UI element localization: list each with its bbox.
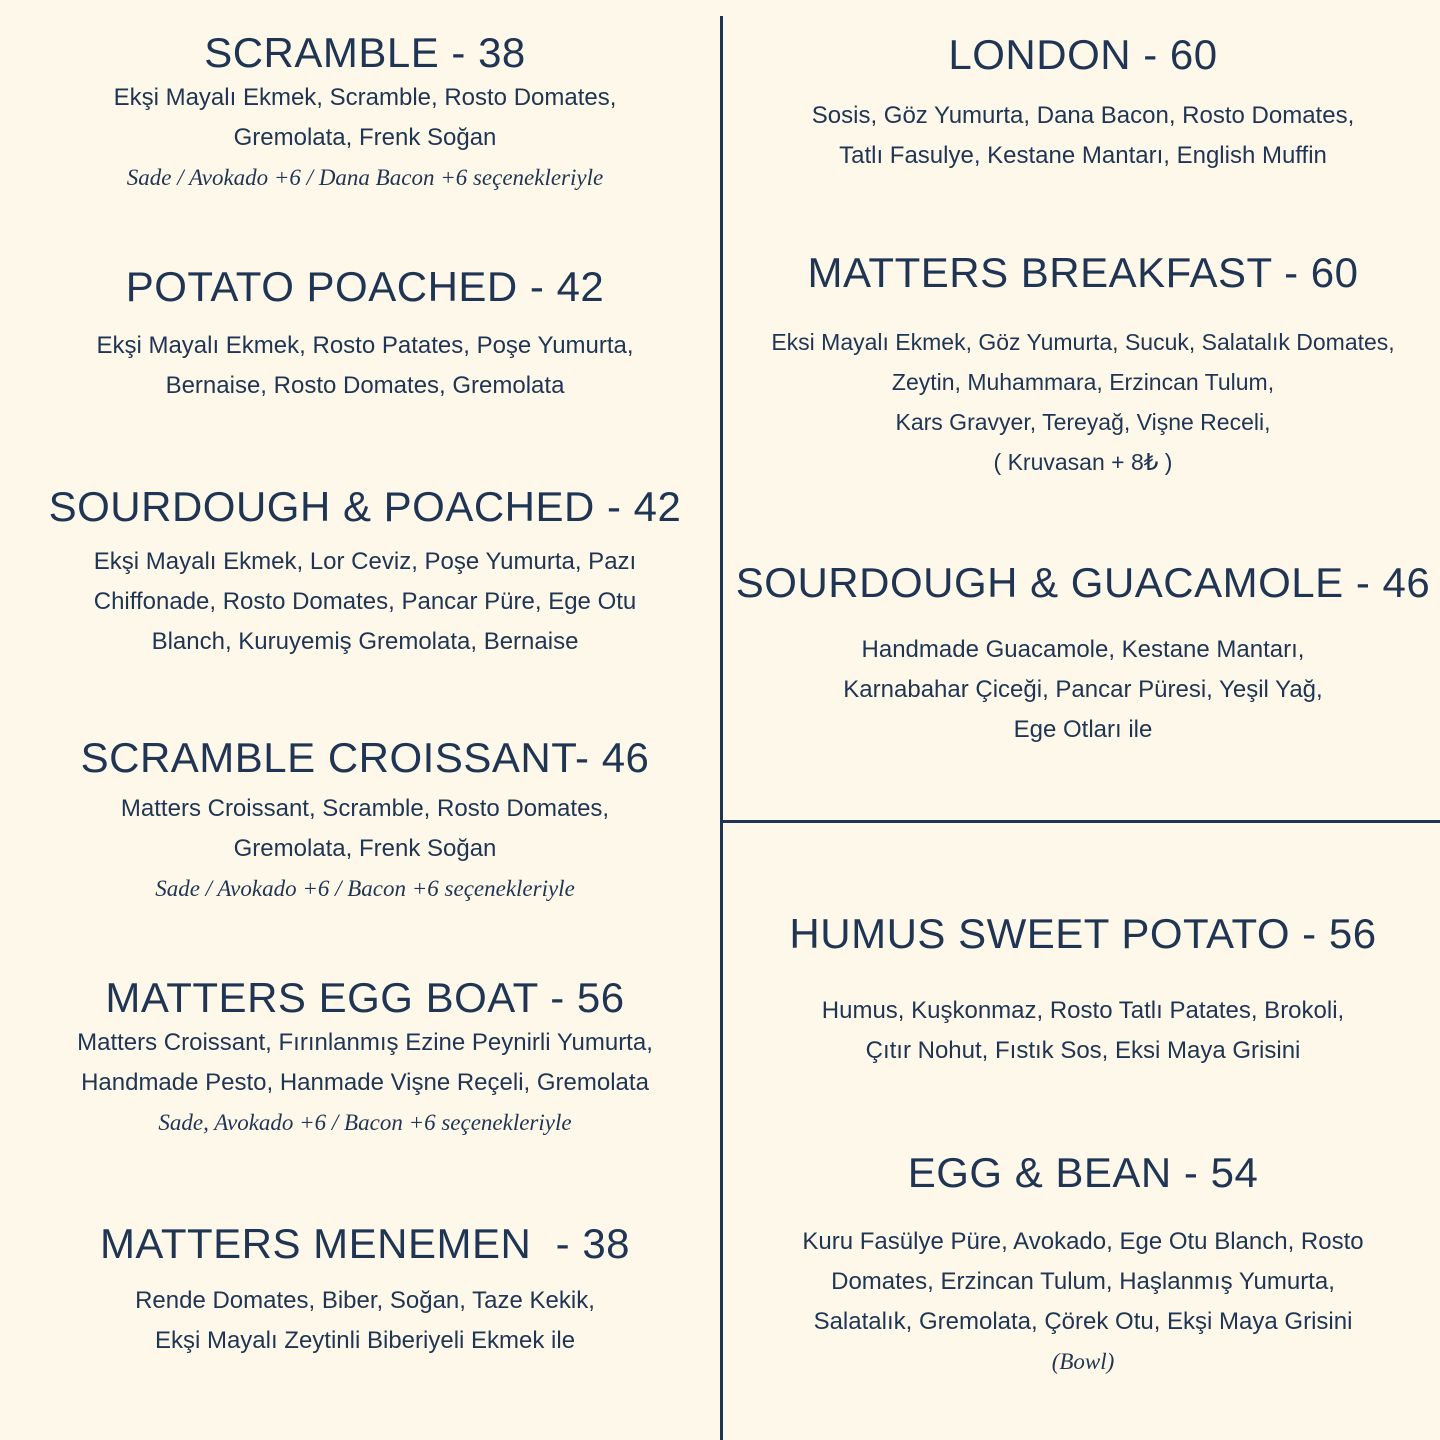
description-line: Rende Domates, Biber, Soğan, Taze Kekik,: [135, 1287, 595, 1314]
item-options: Sade, Avokado +6 / Bacon +6 seçenekleriyle: [158, 1110, 572, 1135]
item-description: [730, 991, 1436, 1071]
description-line: Ekşi Mayalı Ekmek, Lor Ceviz, Poşe Yumurta, Pazı: [93, 548, 637, 575]
description-line: Çıtır Nohut, Fıstık Sos, Eksi Maya Grisini: [865, 1037, 1301, 1064]
description-line: Salatalık, Gremolata, Çörek Otu, Ekşi Maya Grisini: [813, 1308, 1353, 1335]
menu-item-scramble-croissant: [20, 733, 710, 909]
description-line: Ekşi Mayalı Zeytinli Biberiyeli Ekmek ile: [154, 1327, 576, 1354]
vertical-divider: [720, 16, 723, 1440]
item-title: POTATO POACHED - 42: [125, 263, 605, 310]
item-description: [20, 542, 710, 662]
description-line: Matters Croissant, Fırınlanmış Ezine Peynirli Yumurta,: [77, 1029, 653, 1056]
item-title: HUMUS SWEET POTATO - 56: [789, 910, 1377, 957]
menu-item-menemen: [20, 1219, 710, 1361]
description-line: Kuru Fasülye Püre, Avokado, Ege Otu Blanch, Rosto: [802, 1228, 1364, 1255]
description-line: Karnabahar Çiceği, Pancar Püresi, Yeşil Yağ,: [843, 676, 1323, 703]
item-title: MATTERS MENEMEN - 38: [99, 1220, 631, 1267]
description-line: Gremolata, Frenk Soğan: [233, 835, 497, 862]
description-line: Blanch, Kuruyemiş Gremolata, Bernaise: [151, 628, 579, 655]
description-line: Kars Gravyer, Tereyağ, Vişne Receli,: [895, 409, 1271, 435]
description-line: ( Kruvasan + 8₺ ): [993, 449, 1173, 475]
description-line: Tatlı Fasulye, Kestane Mantarı, English Muffin: [839, 142, 1327, 169]
item-title: SOURDOUGH & GUACAMOLE - 46: [735, 559, 1431, 606]
description-line: Eksi Mayalı Ekmek, Göz Yumurta, Sucuk, Salatalık Domates,: [771, 329, 1395, 355]
item-title: LONDON - 60: [948, 31, 1218, 78]
item-options: Sade / Avokado +6 / Dana Bacon +6 seçenekleriyle: [126, 165, 604, 190]
item-title: SCRAMBLE - 38: [204, 29, 526, 76]
item-options: (Bowl): [1051, 1349, 1115, 1374]
item-description: [20, 78, 710, 158]
menu-item-matters-breakfast: [730, 248, 1436, 482]
item-description: [730, 630, 1436, 750]
menu-item-egg-boat: [20, 973, 710, 1143]
item-title: EGG & BEAN - 54: [907, 1149, 1259, 1196]
item-title: MATTERS BREAKFAST - 60: [807, 249, 1359, 296]
item-title: SOURDOUGH & POACHED - 42: [48, 483, 682, 530]
description-line: Sosis, Göz Yumurta, Dana Bacon, Rosto Domates,: [811, 102, 1355, 129]
horizontal-divider: [722, 820, 1440, 823]
item-description: [20, 1023, 710, 1103]
menu-item-potato-poached: [20, 262, 710, 406]
item-description: [20, 1281, 710, 1361]
description-line: Matters Croissant, Scramble, Rosto Domates,: [120, 795, 610, 822]
item-title: SCRAMBLE CROISSANT- 46: [80, 734, 650, 781]
item-options: Sade / Avokado +6 / Bacon +6 seçenekleriyle: [155, 876, 575, 901]
description-line: Ege Otları ile: [1013, 716, 1153, 743]
menu-item-sourdough-poached: [20, 482, 710, 662]
menu-item-scramble: [20, 28, 710, 198]
menu-item-london: [730, 30, 1436, 176]
description-line: Domates, Erzincan Tulum, Haşlanmış Yumurta,: [831, 1268, 1335, 1295]
menu-item-humus-sweet-potato: [730, 909, 1436, 1071]
description-line: Chiffonade, Rosto Domates, Pancar Püre, Ege Otu: [93, 588, 637, 615]
item-description: [20, 326, 710, 406]
menu-item-egg-bean: [730, 1148, 1436, 1382]
item-description: [730, 1222, 1436, 1342]
description-line: Bernaise, Rosto Domates, Gremolata: [165, 372, 565, 399]
item-description: [20, 789, 710, 869]
item-title: MATTERS EGG BOAT - 56: [105, 974, 625, 1021]
description-line: Handmade Guacamole, Kestane Mantarı,: [861, 636, 1305, 663]
description-line: Ekşi Mayalı Ekmek, Scramble, Rosto Domates,: [113, 84, 617, 111]
description-line: Ekşi Mayalı Ekmek, Rosto Patates, Poşe Yumurta,: [96, 332, 634, 359]
description-line: Handmade Pesto, Hanmade Vişne Reçeli, Gremolata: [81, 1069, 649, 1096]
description-line: Gremolata, Frenk Soğan: [233, 124, 497, 151]
description-line: Zeytin, Muhammara, Erzincan Tulum,: [891, 369, 1275, 395]
description-line: Humus, Kuşkonmaz, Rosto Tatlı Patates, Brokoli,: [821, 997, 1345, 1024]
item-description: [730, 96, 1436, 176]
menu-item-sourdough-guacamole: [730, 558, 1436, 750]
item-description: [730, 322, 1436, 482]
